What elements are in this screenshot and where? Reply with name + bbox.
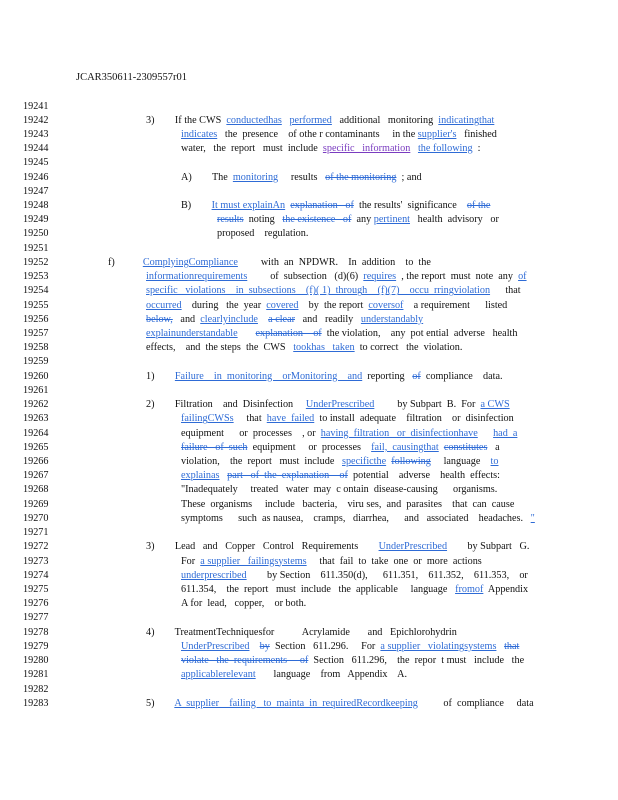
text-run [219, 470, 227, 481]
text-run: language [430, 456, 491, 467]
text-line [146, 541, 529, 552]
text-run: f) [108, 256, 143, 268]
line-number: 19254 [23, 285, 49, 297]
inserted-text: specificthe [342, 456, 387, 467]
inserted-text: covered [266, 299, 299, 311]
line-number: 19271 [23, 527, 49, 539]
line-number: 19251 [23, 242, 49, 254]
text-line [181, 598, 306, 609]
inserted-text: requires [363, 271, 397, 283]
inserted-text: UnderPrescribed [305, 399, 375, 411]
text-run: 3) Lead and Copper Control Requirements [146, 541, 379, 553]
inserted-text: Failure in monitoring orMonitoring and [174, 370, 363, 382]
line-number: 19283 [23, 697, 49, 709]
text-run: water, the report must include [181, 143, 323, 155]
deleted-text: of [412, 370, 421, 382]
text-run: For [181, 555, 201, 567]
inserted-text: fromof [455, 583, 484, 595]
inserted-text: UnderPrescribed [181, 640, 250, 652]
line-number: 19255 [23, 299, 49, 311]
deleted-text: that [504, 640, 520, 652]
inserted-text: informationrequirements [146, 271, 248, 283]
text-run: and [172, 313, 201, 325]
deleted-text: constitutes [443, 441, 488, 453]
text-run: Section 611.296. For [269, 640, 381, 652]
inserted-text: occurred [146, 299, 182, 311]
deleted-text: of the monitoring [325, 171, 397, 183]
text-run: the results' significance [353, 200, 467, 212]
inserted-text: the following [417, 143, 473, 155]
text-run: compliance data. [420, 370, 503, 382]
text-line [181, 584, 528, 595]
text-run: 5) [146, 697, 175, 709]
text-run: that [490, 285, 521, 297]
line-number: 19248 [23, 200, 49, 212]
text-run: These organisms include bacteria, viru ses, and parasites that can cause [181, 498, 515, 510]
line-number: 19273 [23, 555, 49, 567]
inserted-text: a supplier failingsystems [200, 555, 307, 567]
text-run: health advisory or [410, 214, 499, 226]
text-line [181, 513, 535, 524]
text-run: that fail to take one or more actions [306, 555, 482, 567]
text-line [181, 456, 498, 467]
text-run: symptoms such as nausea, cramps, diarrhea, and associated headaches. [181, 512, 531, 524]
line-number: 19245 [23, 157, 49, 169]
text-run: by the report [298, 299, 369, 311]
deleted-text: violate the requirements of [181, 655, 309, 667]
line-number: 19281 [23, 669, 49, 681]
text-run: results [278, 171, 326, 183]
inserted-text: failingCWSs [181, 413, 234, 425]
deleted-text: below, [146, 313, 173, 325]
line-number: 19277 [23, 612, 49, 624]
inserted-text: clearlyinclude [200, 313, 258, 325]
text-run: A for lead, copper, or both. [181, 598, 307, 610]
text-run: Section 611.296, the repor t must include the [308, 655, 525, 667]
text-run [410, 143, 418, 154]
text-line [181, 442, 500, 453]
line-number: 19262 [23, 399, 49, 411]
line-number: 19253 [23, 271, 49, 283]
line-number: 19282 [23, 683, 49, 695]
text-run: potential adverse health effects: [347, 470, 500, 482]
deleted-text: results [217, 214, 244, 226]
text-run: during the year [181, 299, 267, 311]
text-line [181, 470, 500, 481]
line-number: 19247 [23, 185, 49, 197]
inserted-text: indicatingthat [438, 114, 495, 126]
line-number: 19275 [23, 583, 49, 595]
text-run: finished [456, 128, 497, 140]
text-run [478, 428, 493, 439]
inserted-text: tookhas taken [293, 342, 355, 354]
text-line [108, 257, 431, 268]
text-run: a requirement listed [403, 299, 508, 311]
inserted-text: indicates [181, 128, 218, 140]
inserted-text: had a [493, 427, 518, 439]
text-run: 4) TreatmentTechniquesfor Acrylamide and Epichlorohydrin [146, 626, 457, 638]
text-line [181, 484, 497, 495]
text-line [146, 399, 510, 410]
line-number: 19267 [23, 470, 49, 482]
line-number: 19269 [23, 498, 49, 510]
text-run: to correct the violation. [354, 342, 463, 354]
text-run [258, 314, 268, 325]
line-number: 19279 [23, 640, 49, 652]
text-line [146, 115, 494, 126]
text-line [181, 556, 482, 567]
line-number: 19266 [23, 456, 49, 467]
deleted-text: following [391, 456, 431, 467]
text-line [146, 698, 534, 709]
line-number: 19243 [23, 128, 49, 140]
inserted-text: monitoring [232, 171, 279, 183]
inserted-text: performed [289, 114, 332, 126]
text-line [217, 228, 308, 239]
text-line [181, 655, 524, 666]
line-number: 19276 [23, 598, 49, 610]
text-run: language from Appendix A. [255, 669, 408, 681]
text-line [146, 627, 457, 638]
text-run: of compliance data [417, 697, 534, 709]
inserted-text: applicablerelevant [181, 669, 256, 681]
line-number: 19252 [23, 256, 49, 268]
line-number: 19265 [23, 441, 49, 453]
deleted-text: failure of such [181, 441, 248, 453]
line-number: 19263 [23, 413, 49, 425]
inserted-text: conductedhas [226, 114, 282, 126]
line-number: 19270 [23, 512, 49, 524]
text-line [146, 328, 517, 339]
text-line [181, 172, 422, 183]
line-number: 19261 [23, 384, 49, 396]
inserted-text: to [490, 456, 499, 467]
text-run: : [472, 143, 481, 155]
text-line [146, 285, 521, 296]
text-run [249, 641, 259, 652]
text-line [181, 413, 514, 424]
text-run: Appendix [483, 583, 529, 595]
line-number: 19274 [23, 569, 49, 581]
text-run: to install adequate filtration or disinfection [314, 413, 514, 425]
inserted-text: underprescribed [181, 569, 247, 581]
text-line [181, 669, 407, 680]
text-run: by Subpart G. [447, 541, 530, 553]
text-line [181, 570, 528, 581]
line-number: 19249 [23, 214, 49, 226]
text-run: , the report must note any [396, 271, 519, 283]
text-run: additional monitoring [331, 114, 439, 126]
inserted-text: " [530, 512, 535, 524]
text-line [181, 143, 481, 154]
deleted-text: explanation of [290, 200, 354, 212]
text-line [181, 499, 514, 510]
inserted-text: A supplier failing to mainta in requiredRecordkeeping [174, 697, 418, 709]
document-id: JCAR350611-2309557r01 [76, 72, 188, 83]
text-line [217, 214, 499, 225]
text-line [146, 371, 503, 382]
line-number: 19258 [23, 342, 49, 354]
text-run: 2) Filtration and Disinfection [146, 399, 306, 411]
inserted-text: supplier's [417, 128, 457, 140]
deleted-text: the existence of [282, 214, 352, 226]
line-number: 19257 [23, 328, 49, 340]
inserted-text: a CWS [480, 399, 510, 411]
line-number: 19272 [23, 541, 49, 553]
line-number: 19250 [23, 228, 49, 240]
text-run: 3) If the CWS [146, 114, 227, 126]
text-run: reporting [362, 370, 413, 382]
text-run: that [233, 413, 267, 425]
line-number: 19264 [23, 427, 49, 439]
line-number: 19242 [23, 114, 49, 126]
text-run: A) The [181, 171, 233, 183]
inserted-text: fail, causingthat [371, 441, 439, 453]
line-number: 19259 [23, 356, 49, 368]
text-run: equipment or processes [247, 441, 372, 453]
inserted-text: explainunderstandable [146, 328, 238, 340]
text-run: effects, and the steps the CWS [146, 342, 294, 354]
text-line [181, 641, 519, 652]
inserted-text: ComplyingCompliance [142, 256, 238, 268]
text-run: ; and [396, 171, 422, 183]
line-number: 19241 [23, 100, 49, 112]
text-line [146, 300, 507, 311]
line-number: 19260 [23, 370, 49, 382]
text-run: violation, the report must include [181, 456, 342, 467]
text-run: by Section 611.350(d), 611.351, 611.352, 611.353, or [246, 569, 528, 581]
text-run [496, 641, 504, 652]
inserted-text: specific violations in subsections (f)( 1) through (f)(7) occu rringviolation [146, 285, 491, 297]
text-run: with an NPDWR. In addition to the [237, 256, 431, 268]
line-number: 19278 [23, 626, 49, 638]
deleted-text: of the [466, 200, 491, 212]
line-number: 19244 [23, 143, 49, 155]
inserted-text: pertinent [373, 214, 410, 226]
line-number: 19280 [23, 655, 49, 667]
deleted-text: part of the explanation of [227, 470, 348, 482]
deleted-text: a clear [268, 313, 295, 325]
text-run: B) [181, 200, 212, 212]
text-run: noting [243, 214, 283, 226]
text-line [181, 129, 497, 140]
inserted-text: a supplier violatingsystems [380, 640, 497, 652]
text-run [238, 328, 256, 339]
inserted-text: It must explainAn [211, 200, 286, 212]
text-line [146, 314, 423, 325]
line-number: 19256 [23, 313, 49, 325]
text-run: of subsection (d)(6) [247, 271, 364, 283]
inserted-text: having filtration or disinfectionhave [320, 427, 478, 439]
inserted-text: specific information [322, 143, 411, 155]
text-run: proposed regulation. [217, 228, 309, 240]
inserted-text: have failed [266, 413, 315, 425]
text-run: and readily [294, 313, 361, 325]
line-number: 19268 [23, 484, 49, 496]
deleted-text: by [259, 640, 270, 652]
text-line [146, 342, 462, 353]
text-run: "Inadequately treated water may c ontain disease-causing organisms. [181, 484, 498, 496]
text-run: by Subpart B. For [374, 399, 481, 411]
deleted-text: explanation of [255, 328, 322, 340]
text-line [181, 200, 490, 211]
text-run: a [487, 441, 500, 453]
inserted-text: coversof [368, 299, 404, 311]
text-run: 611.354, the report must include the applicable language [181, 583, 456, 595]
inserted-text: understandably [360, 313, 424, 325]
text-line [146, 271, 527, 282]
text-run: the presence of othe r contaminants in the [217, 128, 418, 140]
text-run: 1) [146, 370, 175, 382]
inserted-text: UnderPrescribed [378, 541, 448, 553]
line-number: 19246 [23, 171, 49, 183]
text-line [181, 428, 517, 439]
inserted-text: of [518, 271, 527, 283]
text-run: any [351, 214, 374, 226]
inserted-text: explainas [181, 470, 220, 482]
text-run: equipment or processes , or [181, 427, 321, 439]
text-run: the violation, any pot ential adverse health [321, 328, 518, 340]
